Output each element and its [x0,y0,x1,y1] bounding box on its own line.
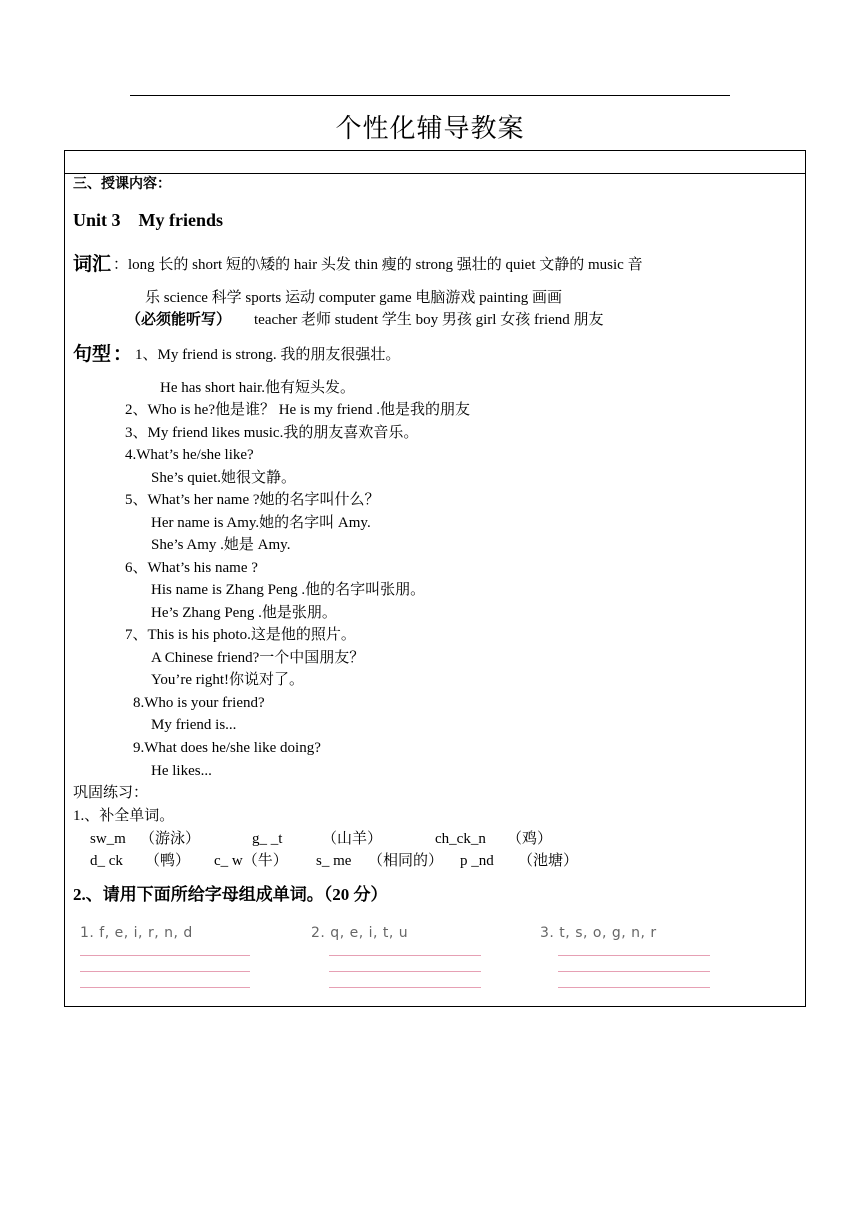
practice-heading: 巩固练习： [73,785,149,801]
word-meaning: （鸭） [145,853,191,869]
table-header-row [65,151,805,174]
vocab-line-3: teacher 老师 student 学生 boy 男孩 girl 女孩 friend 朋友 [254,312,604,328]
answer-line [558,955,710,956]
pattern-line: 7、This is his photo.这是他的照片。 [125,627,356,643]
pattern-line: She’s Amy .她是 Amy. [151,537,291,553]
pattern-line: A Chinese friend?一个中国朋友？ [151,650,365,666]
pattern-line: My friend is... [151,717,237,733]
answer-line [558,971,710,972]
word-meaning: （鸡） [507,831,553,847]
word-meaning: （相同的） [368,853,444,869]
pattern-line: He’s Zhang Peng .他是张朋。 [151,605,337,621]
vocab-must-dictate: （必须能听写） [126,312,232,328]
blank-word: p _nd [460,853,494,869]
letters-label: 1. f, e, i, r, n, d [80,925,193,941]
answer-line [80,971,250,972]
q1-title: 1.、补全单词。 [73,808,175,824]
vocab-label: 词汇 [73,254,112,275]
pattern-line: 4.What’s he/she like? [125,447,254,463]
word-meaning: （山羊） [322,831,383,847]
patterns-colon: ： [113,344,133,365]
vocab-line-2: 乐 science 科学 sports 运动 computer game 电脑游戏 painting 画画 [145,290,563,306]
answer-line [329,971,481,972]
answer-line [558,987,710,988]
letters-label: 3. t, s, o, g, n, r [540,925,657,941]
vocab-line-1: ：long 长的 short 短的\矮的 hair 头发 thin 瘦的 strong 强壮的 quiet 文静的 music 音 [113,257,643,273]
q2-item-3 [540,925,657,941]
word-meaning: （游泳） [140,831,201,847]
answer-line [329,955,481,956]
pattern-line: He likes... [151,763,212,779]
blank-word: s_ me [316,853,352,869]
answer-line [329,987,481,988]
blank-word: c_ w（牛） [214,853,288,869]
pattern-line: 9.What does he/she like doing? [133,740,321,756]
answer-line [80,987,250,988]
blank-word: g_ _t [252,831,283,847]
q2-item-1 [80,925,193,941]
header-rule [130,95,730,96]
pattern-line: 1、My friend is strong. 我的朋友很强壮。 [135,347,401,363]
pattern-line: He has short hair.他有短头发。 [160,380,355,396]
pattern-line: 3、My friend likes music.我的朋友喜欢音乐。 [125,425,419,441]
letters-label: 2. q, e, i, t, u [311,925,409,941]
pattern-line: 5、What’s her name ?她的名字叫什么？ [125,492,380,508]
pattern-line: She’s quiet.她很文静。 [151,470,296,486]
patterns-label: 句型 [73,344,112,365]
q2-title: 2.、请用下面所给字母组成单词。（20 分） [73,885,388,904]
pattern-line: You’re right!你说对了。 [151,672,305,688]
lesson-table [64,150,806,1007]
blank-word: d_ ck [90,853,123,869]
pattern-line: 6、What’s his name ? [125,560,258,576]
pattern-line: 2、Who is he?他是谁？ He is my friend .他是我的朋友 [125,402,470,418]
section-heading: 三、授课内容： [73,177,171,192]
pattern-line: His name is Zhang Peng .他的名字叫张朋。 [151,582,426,598]
answer-line [80,955,250,956]
pattern-line: Her name is Amy.她的名字叫 Amy. [151,515,371,531]
blank-word: ch_ck_n [435,831,486,847]
page-title: 个性化辅导教案 [335,114,525,143]
word-meaning: （池塘） [518,853,579,869]
blank-word: sw_m [90,831,126,847]
q2-item-2 [311,925,408,941]
unit-title: Unit 3 My friends [73,210,223,230]
pattern-line: 8.Who is your friend? [133,695,265,711]
